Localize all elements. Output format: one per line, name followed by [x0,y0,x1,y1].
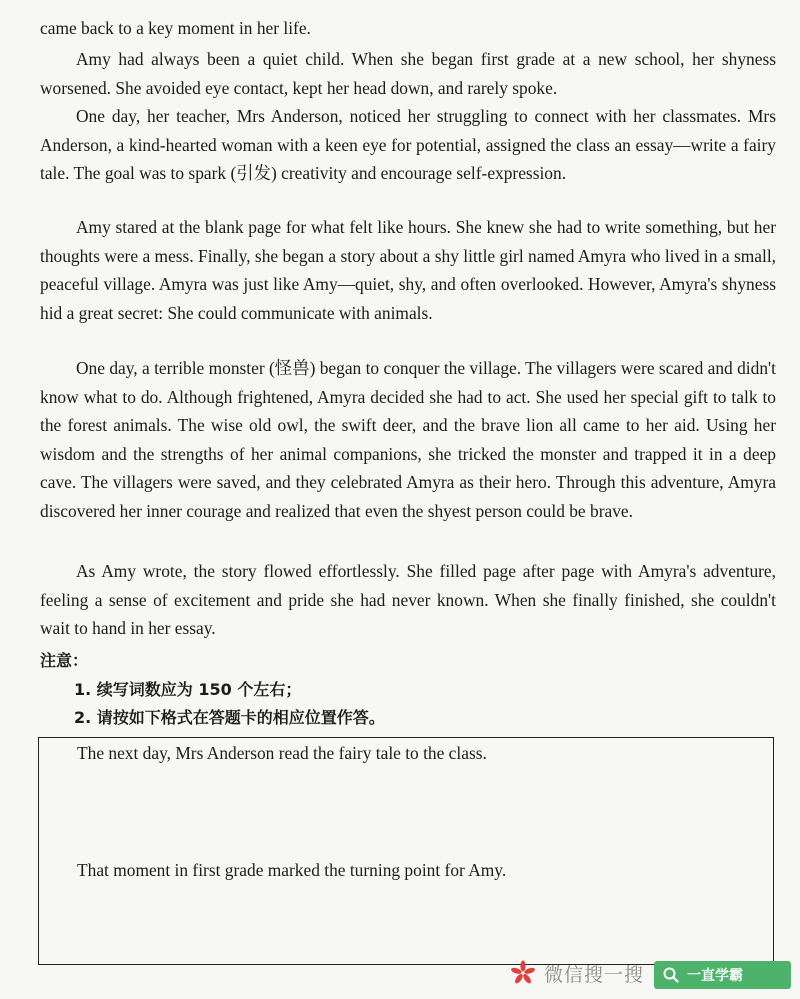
note-item-2: 2. 请按如下格式在答题卡的相应位置作答。 [74,708,385,727]
answer-box-second-opening-sentence: That moment in first grade marked the turning point for Amy. [77,860,507,880]
answer-box[interactable] [38,737,774,965]
paragraph-5: As Amy wrote, the story flowed effortlessly. She filled page after page with Amyra's adventure, feeling a sense of excitement and pride she had never known. When she finally finished, she couldn't wait to hand in her essay. [40,561,776,639]
notes-title: 注意： [40,651,89,670]
answer-box-opening-sentence: The next day, Mrs Anderson read the fairy tale to the class. [77,743,487,763]
search-icon [663,967,679,983]
wechat-search-logo-icon [510,960,536,986]
paragraph-4: One day, a terrible monster (怪兽) began to conquer the village. The villagers were scared and didn't know what to do. Although frightened, Amyra decided she had to act. She used her special gift to talk to the forest animals. The wise old owl, the swift deer, and the brave lion all came to her aid. Using her wisdom and the strengths of her animal companions, she tricked the monster and trapped it in a deep cave. The villagers were saved, and they celebrated Amyra as their hero. Through this adventure, Amyra discovered her inner courage and realized that even the shyest person could be brave. [40,358,776,521]
passage-first-line: came back to a key moment in her life. [40,18,311,38]
paragraph-3: Amy stared at the blank page for what felt like hours. She knew she had to write something, but her thoughts were a mess. Finally, she began a story about a shy little girl named Amyra who lived in a small, peaceful village. Amyra was just like Amy—quiet, shy, and often overlooked. However, Amyra's shyness hid a great secret: She could communicate with animals. [40,217,776,323]
watermark [510,956,644,990]
note-item-1: 1. 续写词数应为 150 个左右； [74,680,302,699]
watermark-badge-label: 一直学霸 [687,968,743,984]
paragraph-2: One day, her teacher, Mrs Anderson, noticed her struggling to connect with her classmates. Mrs Anderson, a kind-hearted woman with a keen eye for potential, assigned the class an essay—write a fairy tale. The goal was to spark (引发) creativity and encourage self-expression. [40,106,776,184]
watermark-text: 微信搜一搜 [544,963,645,986]
paragraph-1: Amy had always been a quiet child. When she began first grade at a new school, her shyness worsened. She avoided eye contact, kept her head down, and rarely spoke. [40,49,776,98]
watermark-badge [654,961,791,989]
